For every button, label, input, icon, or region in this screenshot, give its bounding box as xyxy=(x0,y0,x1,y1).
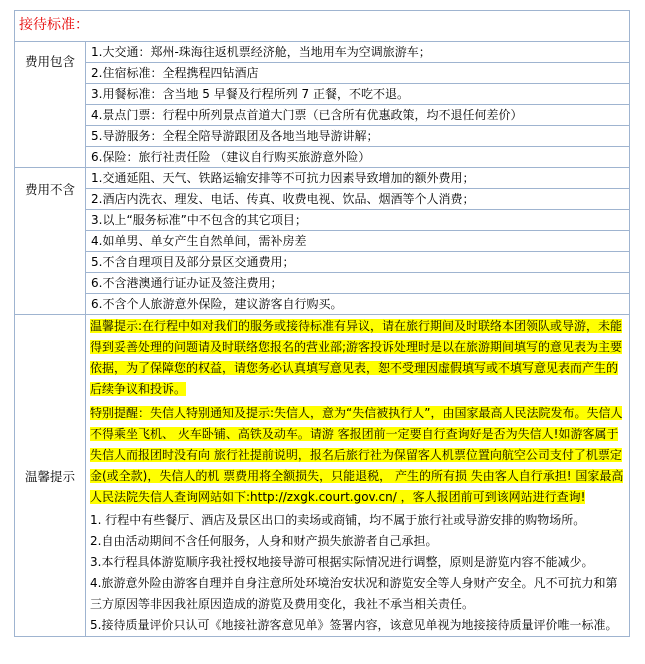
included-item: 6.保险：旅行社责任险 （建议自行购买旅游意外险） xyxy=(91,150,371,164)
tips-item: 4.旅游意外险由游客自理并自身注意所处环境治安状况和游览安全等人身财产安全。凡不可抗力和第三方原因等非因我社原因造成的游览及费用变化，我社不承当相关责任。 xyxy=(90,576,618,611)
tips-label: 温馨提示 xyxy=(24,468,75,484)
tips-content xyxy=(86,315,630,637)
included-label: 费用包含 xyxy=(24,54,75,69)
excluded-item: 2.酒店内洗衣、理发、电话、传真、收费电视、饮品、烟酒等个人消费； xyxy=(86,189,629,210)
tips-row xyxy=(15,315,630,637)
included-item: 4.景点门票：行程中所列景点首道大门票（已含所有优惠政策，均不退任何差价） xyxy=(86,105,629,126)
dishonest-person-notice-highlight: 特别提醒：失信人特别通知及提示:失信人，意为“失信被执行人”，由国家最高人民法院发布。失信人不得乘坐飞机、 火车卧铺、高铁及动车。请游 客报团前一定要自行查询好是否为失信人!如游客属于失信人而报团时没有向 旅行社提前说明，报名后旅行社为保留客人机票位置向航空公司支付了机票定金(或全款)，失信人的机 票费用将全额损失，只能退税， 产生的所有损 失由客人自行承担! 国家最高人民法院失信人查询网站如下:http://zxgk.court.gov.cn/ ，客人报团前可到该网站进行查询! xyxy=(90,406,624,504)
included-item: 3.用餐标准：含当地 5 早餐及行程所列 7 正餐，不吃不退。 xyxy=(86,84,629,105)
excluded-item: 3.以上“服务标准”中不包含的其它项目； xyxy=(86,210,629,231)
excluded-item: 6.不含港澳通行证办证及签注费用； xyxy=(86,273,629,294)
excluded-row xyxy=(15,168,630,315)
excluded-item: 5.不含自理项目及部分景区交通费用； xyxy=(86,252,629,273)
page-title: 接待标准： xyxy=(19,17,89,33)
complaint-notice-highlight: 温馨提示:在行程中如对我们的服务或接待标准有异议，请在旅行期间及时联络本团领队或导游，未能得到妥善处理的问题请及时联络您报名的营业部;游客投诉处理时是以在旅游期间填写的意见表为主要依据，为了保障您的权益，请您务必认真填写意见表，恕不受理因虚假填写或不填写意见表而产生的后续争议和投诉。 xyxy=(90,319,623,396)
excluded-label: 费用不含 xyxy=(24,182,75,197)
tips-item: 1. 行程中有些餐厅、酒店及景区出口的卖场或商铺，均不属于旅行社或导游安排的购物场所。 xyxy=(90,513,586,527)
reception-standard-table xyxy=(14,10,630,637)
included-item: 5.导游服务：全程全陪导游跟团及各地当地导游讲解； xyxy=(86,126,629,147)
title-row xyxy=(15,11,630,42)
excluded-item: 6.不含个人旅游意外保险，建议游客自行购买。 xyxy=(91,297,343,311)
excluded-item: 4.如单男、单女产生自然单间，需补房差 xyxy=(86,231,629,252)
excluded-items xyxy=(86,168,630,315)
included-item: 1.大交通：郑州-珠海往返机票经济舱，当地用车为空调旅游车； xyxy=(86,42,629,63)
reception-standard-document xyxy=(14,10,629,637)
included-row xyxy=(15,42,630,168)
included-items xyxy=(86,42,630,168)
tips-item: 2.自由活动期间不含任何服务，人身和财产损失旅游者自己承担。 xyxy=(90,534,438,548)
tips-item: 3.本行程具体游览顺序我社授权地接导游可根据实际情况进行调整，原则是游览内容不能减少。 xyxy=(90,555,594,569)
tips-item: 5.接待质量评价只认可《地接社游客意见单》签署内容，该意见单视为地接接待质量评价唯一标准。 xyxy=(90,618,618,632)
excluded-item: 1.交通延阻、天气、铁路运输安排等不可抗力因素导致增加的额外费用； xyxy=(86,168,629,189)
included-item: 2.住宿标准：全程携程四钻酒店 xyxy=(86,63,629,84)
